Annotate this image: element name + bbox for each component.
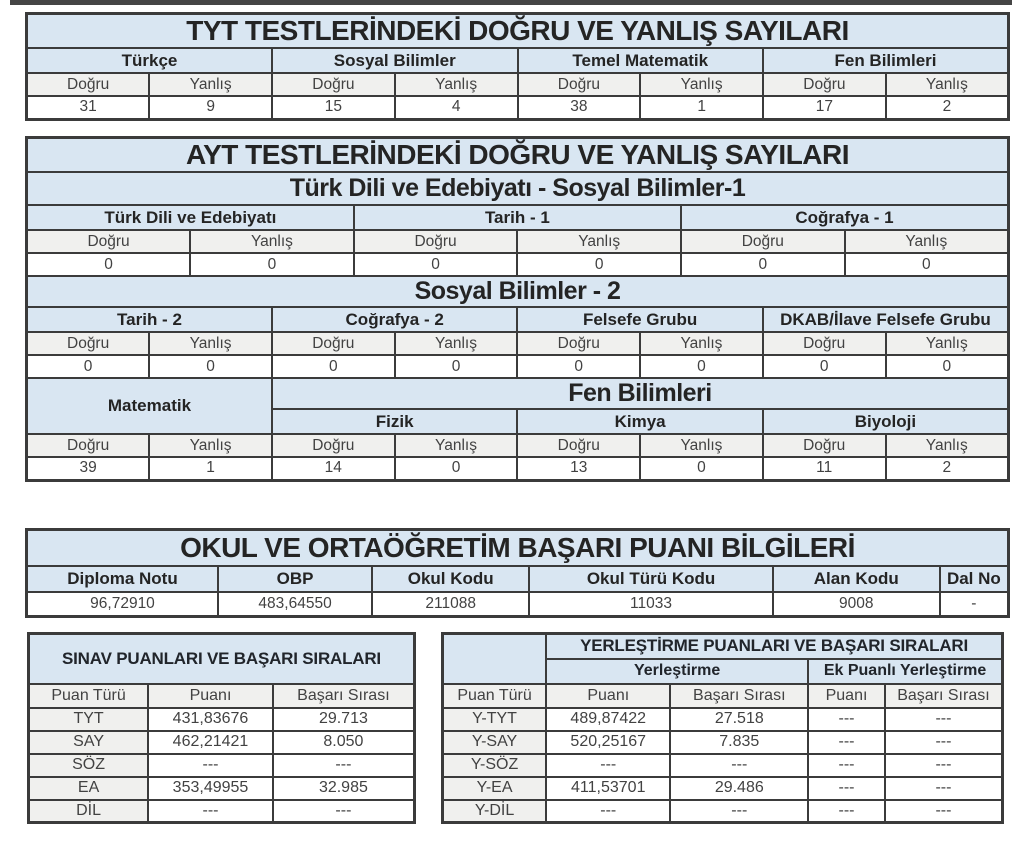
sira-cell: ---	[273, 754, 415, 777]
table-row	[29, 754, 415, 777]
dogru-header: Doğru	[272, 332, 395, 355]
dogru-header: Doğru	[763, 332, 886, 355]
ayt-s3-value-cell: 11	[763, 457, 886, 480]
ayt-s2-value-cell: 0	[27, 355, 150, 378]
puan-cell: ---	[546, 754, 670, 777]
ayt-s1-value-cell: 0	[27, 253, 191, 276]
sinav-header-basari-sirasi: Başarı Sırası	[273, 684, 415, 708]
dogru-header: Doğru	[517, 434, 640, 457]
dogru-header: Doğru	[27, 73, 150, 96]
tyt-group-temel-matematik: Temel Matematik	[518, 48, 764, 73]
yerlestirme-title: YERLEŞTİRME PUANLARI VE BAŞARI SIRALARI	[546, 634, 1002, 659]
ayt-s2-value-cell: 0	[763, 355, 886, 378]
ayt-s1-value-cell: 0	[681, 253, 845, 276]
sira-cell: ---	[273, 800, 415, 823]
table-row	[29, 634, 415, 659]
ayt-s1-value-cell: 0	[190, 253, 354, 276]
table-row	[27, 73, 1009, 96]
tyt-value-cell: 31	[27, 96, 150, 119]
dogru-header: Doğru	[681, 230, 845, 253]
yanlis-header: Yanlış	[640, 434, 763, 457]
yer-header-puan-turu: Puan Türü	[443, 684, 547, 708]
okul-title: OKUL VE ORTAÖĞRETİM BAŞARI PUANI BİLGİLERİ	[27, 530, 1009, 566]
dogru-header: Doğru	[517, 332, 640, 355]
table-row	[27, 434, 1009, 457]
yanlis-header: Yanlış	[640, 73, 763, 96]
ek-puan-cell: ---	[808, 754, 885, 777]
ayt-section1-title: Türk Dili ve Edebiyatı - Sosyal Bilimler-1	[27, 172, 1009, 205]
tyt-group-sosyal-bilimler: Sosyal Bilimler	[272, 48, 518, 73]
table-row	[443, 754, 1003, 777]
ayt-s2-value-cell: 0	[886, 355, 1009, 378]
puan-cell: ---	[546, 800, 670, 823]
fen-bilimleri-title: Fen Bilimleri	[272, 378, 1009, 409]
dogru-header: Doğru	[27, 332, 150, 355]
yanlis-header: Yanlış	[149, 73, 272, 96]
puan-cell: 520,25167	[546, 731, 670, 754]
sinav-title: SINAV PUANLARI VE BAŞARI SIRALARI	[29, 634, 415, 684]
puan-cell: 431,83676	[148, 708, 273, 731]
sira-cell: 27.518	[670, 708, 808, 731]
top-edge-band	[10, 0, 1012, 5]
row-label-say: SAY	[29, 731, 149, 754]
sira-cell: ---	[670, 754, 808, 777]
dogru-header: Doğru	[272, 73, 395, 96]
dogru-header: Doğru	[27, 230, 191, 253]
tyt-value-cell: 17	[763, 96, 886, 119]
tyt-value-cell: 1	[640, 96, 763, 119]
sira-cell: 8.050	[273, 731, 415, 754]
ayt-s3-value-cell: 39	[27, 457, 150, 480]
row-label-y-soz: Y-SÖZ	[443, 754, 547, 777]
row-label-y-dil: Y-DİL	[443, 800, 547, 823]
table-row	[27, 276, 1009, 307]
row-label-ea: EA	[29, 777, 149, 800]
tyt-value-cell: 38	[518, 96, 641, 119]
yanlis-header: Yanlış	[149, 434, 272, 457]
ayt-s3-value-cell: 13	[517, 457, 640, 480]
ek-sira-cell: ---	[885, 731, 1003, 754]
okul-header-okul-kodu: Okul Kodu	[372, 566, 529, 592]
ayt-table	[25, 136, 1010, 482]
ayt-section2-title: Sosyal Bilimler - 2	[27, 276, 1009, 307]
ayt-group-tarih-1: Tarih - 1	[354, 205, 681, 230]
dogru-header: Doğru	[354, 230, 518, 253]
okul-header-diploma-notu: Diploma Notu	[27, 566, 218, 592]
ayt-group-tarih-2: Tarih - 2	[27, 307, 272, 332]
ayt-s3-value-cell: 0	[640, 457, 763, 480]
yanlis-header: Yanlış	[640, 332, 763, 355]
table-row	[29, 708, 415, 731]
ayt-s2-value-cell: 0	[517, 355, 640, 378]
table-row	[27, 48, 1009, 73]
okul-value-cell: 11033	[529, 592, 773, 617]
table-row	[27, 332, 1009, 355]
yanlis-header: Yanlış	[395, 332, 518, 355]
okul-value-cell: 483,64550	[218, 592, 372, 617]
ek-puan-cell: ---	[808, 731, 885, 754]
ayt-group-cografya-1: Coğrafya - 1	[681, 205, 1009, 230]
ayt-title: AYT TESTLERİNDEKİ DOĞRU VE YANLIŞ SAYILARI	[27, 138, 1009, 173]
sinav-header-puan-turu: Puan Türü	[29, 684, 149, 708]
ayt-s3-value-cell: 0	[395, 457, 518, 480]
ayt-s3-value-cell: 14	[272, 457, 395, 480]
ayt-s1-value-cell: 0	[517, 253, 681, 276]
yanlis-header: Yanlış	[886, 73, 1009, 96]
yerlestirme-corner-cell	[443, 634, 547, 684]
table-row	[27, 96, 1009, 119]
dogru-header: Doğru	[763, 73, 886, 96]
table-row	[443, 684, 1003, 708]
row-label-y-ea: Y-EA	[443, 777, 547, 800]
ek-puan-cell: ---	[808, 777, 885, 800]
table-row	[29, 731, 415, 754]
yer-header-puani: Puanı	[546, 684, 670, 708]
sira-cell: 29.713	[273, 708, 415, 731]
yer-header-ek-puani: Puanı	[808, 684, 885, 708]
ek-sira-cell: ---	[885, 800, 1003, 823]
tyt-group-turkce: Türkçe	[27, 48, 273, 73]
row-label-dil: DİL	[29, 800, 149, 823]
puan-cell: 353,49955	[148, 777, 273, 800]
ayt-s1-value-cell: 0	[845, 253, 1009, 276]
table-row	[443, 634, 1003, 659]
table-row	[27, 355, 1009, 378]
yerlestirme-table	[441, 632, 1004, 824]
ek-puan-cell: ---	[808, 708, 885, 731]
table-row	[27, 138, 1009, 173]
okul-header-alan-kodu: Alan Kodu	[773, 566, 940, 592]
table-row	[29, 800, 415, 823]
yanlis-header: Yanlış	[517, 230, 681, 253]
yanlis-header: Yanlış	[395, 434, 518, 457]
tyt-value-cell: 4	[395, 96, 518, 119]
row-label-tyt: TYT	[29, 708, 149, 731]
table-row	[443, 708, 1003, 731]
ek-puanli-group-header: Ek Puanlı Yerleştirme	[808, 659, 1002, 684]
ayt-group-felsefe: Felsefe Grubu	[517, 307, 762, 332]
ayt-group-dkab: DKAB/İlave Felsefe Grubu	[763, 307, 1009, 332]
row-label-y-tyt: Y-TYT	[443, 708, 547, 731]
yanlis-header: Yanlış	[149, 332, 272, 355]
table-row	[27, 530, 1009, 566]
ayt-group-fizik: Fizik	[272, 409, 517, 434]
puan-cell: ---	[148, 754, 273, 777]
table-row	[29, 777, 415, 800]
tyt-title: TYT TESTLERİNDEKİ DOĞRU VE YANLIŞ SAYILARI	[27, 14, 1009, 49]
okul-value-cell: 9008	[773, 592, 940, 617]
table-row	[27, 172, 1009, 205]
sira-cell: ---	[670, 800, 808, 823]
ek-sira-cell: ---	[885, 777, 1003, 800]
sinav-header-puani: Puanı	[148, 684, 273, 708]
dogru-header: Doğru	[27, 434, 150, 457]
sinav-puanlari-table	[27, 632, 416, 824]
table-row	[443, 731, 1003, 754]
ek-sira-cell: ---	[885, 708, 1003, 731]
okul-header-obp: OBP	[218, 566, 372, 592]
okul-value-cell: 96,72910	[27, 592, 218, 617]
table-row	[27, 378, 1009, 409]
puan-cell: 462,21421	[148, 731, 273, 754]
table-row	[443, 800, 1003, 823]
ayt-group-turk-dili: Türk Dili ve Edebiyatı	[27, 205, 354, 230]
table-row	[27, 592, 1009, 617]
table-row	[29, 684, 415, 708]
ayt-s2-value-cell: 0	[395, 355, 518, 378]
yer-header-ek-basari-sirasi: Başarı Sırası	[885, 684, 1003, 708]
dogru-header: Doğru	[272, 434, 395, 457]
table-row	[27, 205, 1009, 230]
ayt-s2-value-cell: 0	[640, 355, 763, 378]
tyt-value-cell: 15	[272, 96, 395, 119]
yanlis-header: Yanlış	[845, 230, 1009, 253]
table-row	[27, 14, 1009, 49]
puan-cell: 411,53701	[546, 777, 670, 800]
okul-value-cell: 211088	[372, 592, 529, 617]
ek-sira-cell: ---	[885, 754, 1003, 777]
okul-header-dal-no: Dal No	[940, 566, 1009, 592]
yanlis-header: Yanlış	[190, 230, 354, 253]
table-row	[27, 230, 1009, 253]
ayt-s3-value-cell: 1	[149, 457, 272, 480]
table-row	[27, 307, 1009, 332]
tyt-group-fen-bilimleri: Fen Bilimleri	[763, 48, 1009, 73]
ayt-group-kimya: Kimya	[517, 409, 762, 434]
okul-value-cell: -	[940, 592, 1009, 617]
sira-cell: 32.985	[273, 777, 415, 800]
dogru-header: Doğru	[518, 73, 641, 96]
yanlis-header: Yanlış	[886, 332, 1009, 355]
ayt-s2-value-cell: 0	[272, 355, 395, 378]
ek-puan-cell: ---	[808, 800, 885, 823]
sira-cell: 29.486	[670, 777, 808, 800]
ayt-s2-value-cell: 0	[149, 355, 272, 378]
row-label-soz: SÖZ	[29, 754, 149, 777]
tyt-value-cell: 9	[149, 96, 272, 119]
ayt-group-biyoloji: Biyoloji	[763, 409, 1009, 434]
ayt-s1-value-cell: 0	[354, 253, 518, 276]
ayt-s3-value-cell: 2	[886, 457, 1009, 480]
sira-cell: 7.835	[670, 731, 808, 754]
tyt-value-cell: 2	[886, 96, 1009, 119]
tyt-table	[25, 12, 1010, 121]
okul-table	[25, 528, 1010, 618]
table-row	[27, 253, 1009, 276]
puan-cell: ---	[148, 800, 273, 823]
row-label-y-say: Y-SAY	[443, 731, 547, 754]
ayt-group-matematik: Matematik	[27, 378, 272, 434]
table-row	[443, 777, 1003, 800]
okul-header-okul-turu-kodu: Okul Türü Kodu	[529, 566, 773, 592]
ayt-group-cografya-2: Coğrafya - 2	[272, 307, 517, 332]
puan-cell: 489,87422	[546, 708, 670, 731]
table-row	[27, 566, 1009, 592]
yanlis-header: Yanlış	[395, 73, 518, 96]
yerlestirme-group-header: Yerleştirme	[546, 659, 808, 684]
table-row	[27, 457, 1009, 480]
dogru-header: Doğru	[763, 434, 886, 457]
yer-header-basari-sirasi: Başarı Sırası	[670, 684, 808, 708]
yanlis-header: Yanlış	[886, 434, 1009, 457]
